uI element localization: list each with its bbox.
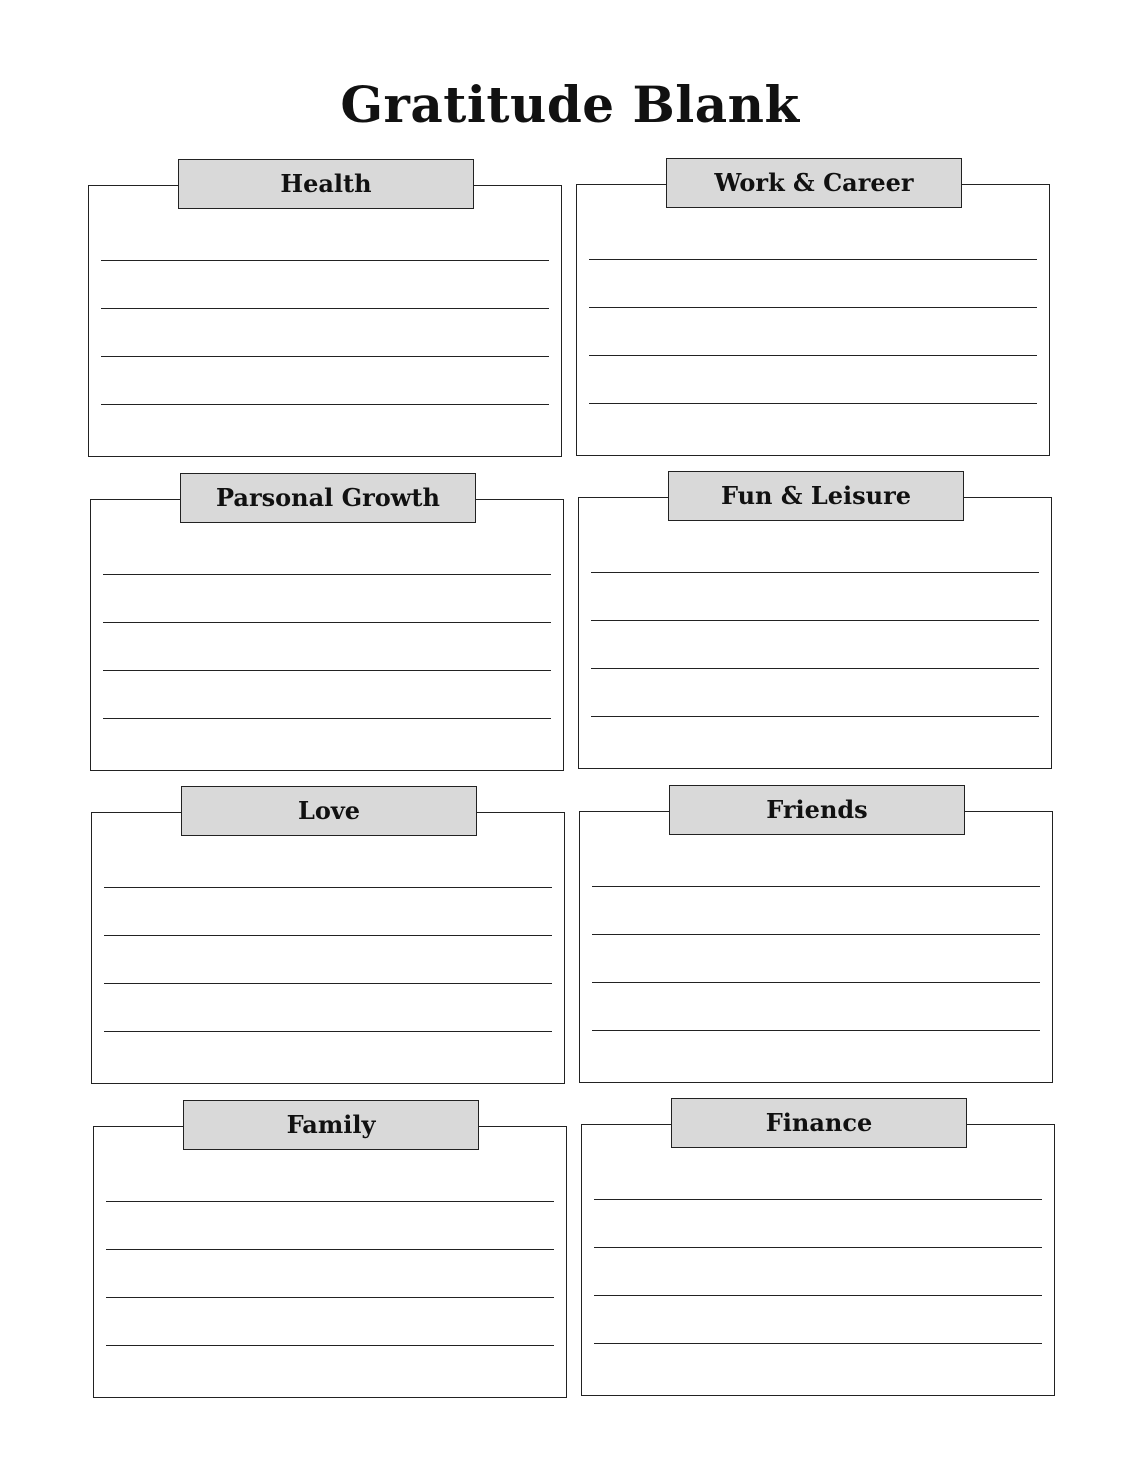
section-work-career [576,168,1050,456]
section-label: Family [183,1100,479,1150]
writing-line[interactable] [101,356,549,357]
page-title: Gratitude Blank [340,75,800,134]
writing-line[interactable] [104,1031,552,1032]
writing-line[interactable] [592,934,1040,935]
writing-line[interactable] [103,718,551,719]
writing-line[interactable] [103,622,551,623]
writing-line[interactable] [589,259,1037,260]
writing-line[interactable] [103,574,551,575]
section-label: Love [181,786,477,836]
section-label: Friends [669,785,965,835]
section-label: Fun & Leisure [668,471,964,521]
writing-line[interactable] [106,1201,554,1202]
section-finance [581,1108,1055,1396]
writing-line[interactable] [594,1199,1042,1200]
writing-line[interactable] [591,620,1039,621]
writing-line[interactable] [592,886,1040,887]
writing-line[interactable] [101,404,549,405]
writing-line[interactable] [594,1343,1042,1344]
writing-line[interactable] [101,260,549,261]
section-family [93,1110,567,1398]
writing-line[interactable] [589,403,1037,404]
section-fun-leisure [578,481,1052,769]
writing-line[interactable] [103,670,551,671]
section-label: Work & Career [666,158,962,208]
writing-line[interactable] [594,1295,1042,1296]
section-health [88,169,562,457]
section-label: Parsonal Growth [180,473,476,523]
section-love [91,796,565,1084]
writing-line[interactable] [592,982,1040,983]
writing-line[interactable] [104,983,552,984]
writing-line[interactable] [104,935,552,936]
writing-line[interactable] [589,355,1037,356]
writing-line[interactable] [106,1249,554,1250]
writing-line[interactable] [591,716,1039,717]
writing-line[interactable] [589,307,1037,308]
writing-line[interactable] [592,1030,1040,1031]
writing-line[interactable] [591,572,1039,573]
section-friends [579,795,1053,1083]
writing-line[interactable] [106,1345,554,1346]
writing-line[interactable] [104,887,552,888]
section-label: Finance [671,1098,967,1148]
writing-line[interactable] [594,1247,1042,1248]
writing-line[interactable] [591,668,1039,669]
writing-line[interactable] [106,1297,554,1298]
writing-line[interactable] [101,308,549,309]
section-personal-growth [90,483,564,771]
section-label: Health [178,159,474,209]
